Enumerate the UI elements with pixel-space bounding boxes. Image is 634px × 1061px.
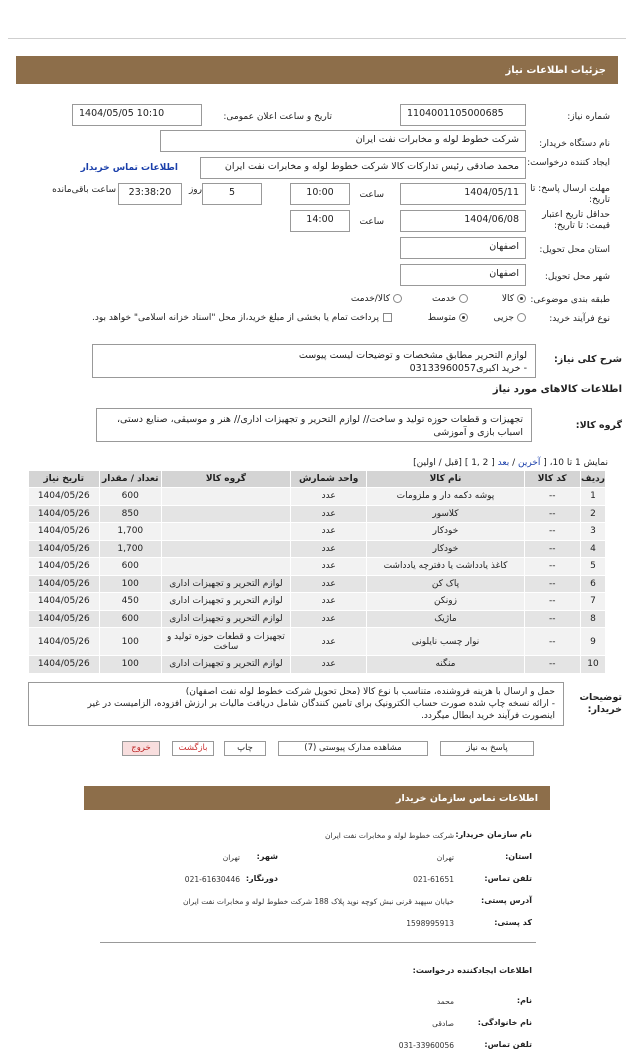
print-button[interactable]: چاپ bbox=[224, 741, 266, 756]
pagination-last[interactable]: آخرین bbox=[517, 458, 541, 468]
cell-row-number: 1 bbox=[580, 488, 605, 506]
need-number-field[interactable]: 1104001105000685 bbox=[400, 104, 526, 126]
buyer-contact-link[interactable]: اطلاعات تماس خریدار bbox=[80, 163, 178, 173]
top-divider bbox=[8, 38, 626, 39]
contact-city-label: شهر: bbox=[256, 852, 278, 861]
contact-fax-label: دورنگار: bbox=[245, 874, 278, 883]
header-date: تاریخ نیاز bbox=[29, 471, 100, 488]
cell-unit: عدد bbox=[290, 575, 367, 593]
creator-label: ایجاد کننده درخواست: bbox=[527, 158, 610, 168]
cell-name: ماژیک bbox=[367, 610, 524, 628]
creator-name-value: محمد bbox=[436, 997, 454, 1006]
cell-row-number: 9 bbox=[580, 628, 605, 656]
contact-province-label: استان: bbox=[505, 852, 532, 861]
cell-code: -- bbox=[524, 610, 580, 628]
cell-date: 1404/05/26 bbox=[29, 575, 100, 593]
summary-line-1: لوازم التحریر مطابق مشخصات و توضیحات لیست پیوست bbox=[298, 350, 527, 361]
buyer-notes-box bbox=[28, 682, 564, 726]
cell-date: 1404/05/26 bbox=[29, 488, 100, 506]
table-row bbox=[29, 593, 606, 611]
goods-group-line-1: تجهیزات و قطعات حوزه تولید و ساخت// لوازم التحریر و تجهیزات اداری// هنر و موسیقی، صنایع دستی، bbox=[116, 414, 523, 425]
reply-time-field[interactable]: 10:00 bbox=[290, 183, 350, 205]
goods-group-label: گروه کالا: bbox=[575, 420, 622, 431]
cell-group: تجهیزات و قطعات حوزه تولید و ساخت bbox=[161, 628, 290, 656]
contact-divider bbox=[100, 942, 536, 943]
category-option-goods-service[interactable]: کالا/خدمت bbox=[351, 294, 402, 304]
cell-row-number: 3 bbox=[580, 523, 605, 541]
cell-row-number: 10 bbox=[580, 656, 605, 674]
cell-row-number: 5 bbox=[580, 558, 605, 576]
cell-unit: عدد bbox=[290, 523, 367, 541]
table-row bbox=[29, 610, 606, 628]
city-field[interactable]: اصفهان bbox=[400, 264, 526, 286]
process-option-medium[interactable]: متوسط bbox=[428, 313, 468, 323]
cell-unit: عدد bbox=[290, 505, 367, 523]
cell-date: 1404/05/26 bbox=[29, 505, 100, 523]
cell-row-number: 8 bbox=[580, 610, 605, 628]
cell-group: لوازم التحریر و تجهیزات اداری bbox=[161, 593, 290, 611]
remaining-time-label: ساعت باقی‌مانده bbox=[52, 185, 116, 195]
cell-code: -- bbox=[524, 628, 580, 656]
creator-name-label: نام: bbox=[516, 996, 532, 1005]
cell-code: -- bbox=[524, 540, 580, 558]
cell-date: 1404/05/26 bbox=[29, 610, 100, 628]
category-label: طبقه بندی موضوعی: bbox=[530, 295, 610, 305]
cell-unit: عدد bbox=[290, 610, 367, 628]
table-row bbox=[29, 558, 606, 576]
cell-group bbox=[161, 523, 290, 541]
cell-group bbox=[161, 540, 290, 558]
radio-icon bbox=[459, 294, 468, 303]
cell-group bbox=[161, 558, 290, 576]
days-remaining-field[interactable]: 5 bbox=[202, 183, 262, 205]
cell-quantity: 1,700 bbox=[99, 540, 161, 558]
announce-datetime-field[interactable]: 1404/05/05 10:10 bbox=[72, 104, 202, 126]
cell-code: -- bbox=[524, 523, 580, 541]
cell-group bbox=[161, 488, 290, 506]
contact-org-value: شرکت خطوط لوله و مخابرات نفت ایران bbox=[324, 831, 454, 840]
goods-group-line-2: اسباب بازی و آموزشی bbox=[433, 427, 523, 438]
table-row bbox=[29, 488, 606, 506]
cell-name: خودکار bbox=[367, 523, 524, 541]
cell-code: -- bbox=[524, 656, 580, 674]
cell-unit: عدد bbox=[290, 628, 367, 656]
pagination: نمایش 1 تا 10، [ آخرین / بعد [ 2 ,1 ] [قبل / اولین] bbox=[413, 458, 608, 468]
buyer-notes-line-3: اینصورت فرآیند خرید ابطال میگردد. bbox=[421, 711, 555, 721]
cell-unit: عدد bbox=[290, 488, 367, 506]
cell-code: -- bbox=[524, 488, 580, 506]
cell-row-number: 7 bbox=[580, 593, 605, 611]
city-label: شهر محل تحویل: bbox=[544, 272, 610, 282]
reply-date-field[interactable]: 1404/05/11 bbox=[400, 183, 526, 205]
cell-name: نوار چسب نایلونی bbox=[367, 628, 524, 656]
radio-selected-icon bbox=[459, 313, 468, 322]
goods-info-title: اطلاعات کالاهای مورد نیاز bbox=[492, 384, 622, 395]
table-row bbox=[29, 628, 606, 656]
validity-date-field[interactable]: 1404/06/08 bbox=[400, 210, 526, 232]
cell-code: -- bbox=[524, 593, 580, 611]
need-number-label: شماره نیاز: bbox=[567, 112, 610, 122]
process-type-label: نوع فرآیند خرید: bbox=[549, 314, 610, 324]
cell-quantity: 450 bbox=[99, 593, 161, 611]
creator-family-label: نام خانوادگی: bbox=[477, 1018, 532, 1027]
creator-info-title: اطلاعات ایجادکننده درخواست: bbox=[412, 966, 532, 975]
pagination-next[interactable]: بعد bbox=[497, 458, 510, 468]
need-details-form bbox=[16, 92, 618, 339]
contact-phone-label: تلفن تماس: bbox=[484, 874, 532, 883]
header-group: گروه کالا bbox=[161, 471, 290, 488]
cell-code: -- bbox=[524, 558, 580, 576]
page-title: جزئیات اطلاعات نیاز bbox=[505, 65, 606, 76]
reply-button[interactable]: پاسخ به نیاز bbox=[440, 741, 534, 756]
reply-time-label: ساعت bbox=[359, 190, 384, 200]
contact-fax-value: 021-61630446 bbox=[184, 875, 240, 884]
cell-quantity: 600 bbox=[99, 488, 161, 506]
cell-name: خودکار bbox=[367, 540, 524, 558]
cell-name: زونکن bbox=[367, 593, 524, 611]
header-unit: واحد شمارش bbox=[290, 471, 367, 488]
goods-table bbox=[28, 470, 606, 674]
contact-postal-label: کد پستی: bbox=[494, 918, 532, 927]
cell-quantity: 1,700 bbox=[99, 523, 161, 541]
cell-quantity: 100 bbox=[99, 575, 161, 593]
cell-name: پوشه دکمه دار و ملزومات bbox=[367, 488, 524, 506]
pagination-pages[interactable]: [ 2 ,1 ] bbox=[464, 458, 495, 468]
province-label: استان محل تحویل: bbox=[539, 245, 610, 255]
creator-family-value: صادقی bbox=[432, 1019, 454, 1028]
process-option-minor[interactable]: جزیی bbox=[493, 313, 526, 323]
buyer-notes-line-2: - ارائه نسخه چاپ شده صورت حساب الکترونیک برای تامین کنندگان شامل دریافت مالیات بر ارزش افزوده، الزامیست در غیر bbox=[87, 699, 555, 709]
header-name: نام کالا bbox=[367, 471, 524, 488]
exit-button[interactable]: خروج bbox=[122, 741, 160, 756]
checkbox-icon bbox=[383, 313, 392, 322]
validity-time-label: ساعت bbox=[359, 217, 384, 227]
cell-date: 1404/05/26 bbox=[29, 523, 100, 541]
cell-name: کلاسور bbox=[367, 505, 524, 523]
cell-row-number: 6 bbox=[580, 575, 605, 593]
cell-quantity: 100 bbox=[99, 628, 161, 656]
buyer-org-field[interactable]: شرکت خطوط لوله و مخابرات نفت ایران bbox=[160, 130, 526, 152]
summary-label: شرح کلی نیاز: bbox=[553, 354, 622, 365]
cell-unit: عدد bbox=[290, 558, 367, 576]
goods-group-box bbox=[96, 408, 532, 442]
buyer-notes-line-1: حمل و ارسال با هزینه فروشنده، متناسب با نوع کالا (محل تحویل شرکت خطوط لوله نفت اصفهان) bbox=[185, 687, 555, 697]
contact-province-value: تهران bbox=[436, 853, 454, 862]
contact-title: اطلاعات تماس سازمان خریدار bbox=[395, 793, 538, 804]
contact-address-value: خیابان سپهبد قرنی نبش کوچه نوید پلاک 188 شرکت خطوط لوله و مخابرات نفت ایران bbox=[182, 897, 454, 906]
cell-quantity: 600 bbox=[99, 610, 161, 628]
cell-date: 1404/05/26 bbox=[29, 628, 100, 656]
radio-selected-icon bbox=[517, 294, 526, 303]
cell-unit: عدد bbox=[290, 540, 367, 558]
buyer-notes-label: توضیحات خریدار: bbox=[579, 692, 622, 715]
header-row-number: ردیف bbox=[580, 471, 605, 488]
cell-unit: عدد bbox=[290, 656, 367, 674]
cell-name: کاغذ یادداشت یا دفترچه یادداشت bbox=[367, 558, 524, 576]
cell-group: لوازم التحریر و تجهیزات اداری bbox=[161, 610, 290, 628]
cell-group: لوازم التحریر و تجهیزات اداری bbox=[161, 575, 290, 593]
remaining-time-field[interactable]: 23:38:20 bbox=[118, 183, 182, 205]
validity-time-field[interactable]: 14:00 bbox=[290, 210, 350, 232]
category-option-goods[interactable]: کالا bbox=[502, 294, 526, 304]
radio-icon bbox=[393, 294, 402, 303]
header-code: کد کالا bbox=[524, 471, 580, 488]
treasury-payment-checkbox[interactable]: پرداخت تمام یا بخشی از مبلغ خرید،از محل "اسناد خزانه اسلامی" خواهد بود. bbox=[92, 313, 392, 323]
cell-date: 1404/05/26 bbox=[29, 558, 100, 576]
cell-group: لوازم التحریر و تجهیزات اداری bbox=[161, 656, 290, 674]
contact-org-label: نام سازمان خریدار: bbox=[455, 830, 532, 839]
pagination-prev-first: [قبل / اولین] bbox=[413, 458, 462, 468]
cell-date: 1404/05/26 bbox=[29, 540, 100, 558]
creator-field[interactable]: محمد صادقی رئیس تدارکات کالا شرکت خطوط لوله و مخابرات نفت ایران bbox=[200, 157, 526, 179]
goods-table-body bbox=[29, 488, 606, 674]
category-option-service[interactable]: خدمت bbox=[432, 294, 468, 304]
cell-code: -- bbox=[524, 505, 580, 523]
summary-box bbox=[92, 344, 536, 378]
attachments-button[interactable]: مشاهده مدارک پیوستی (7) bbox=[278, 741, 428, 756]
page-header bbox=[16, 56, 618, 84]
cell-unit: عدد bbox=[290, 593, 367, 611]
table-row bbox=[29, 523, 606, 541]
cell-group bbox=[161, 505, 290, 523]
cell-quantity: 600 bbox=[99, 558, 161, 576]
summary-line-2: - خرید اکبری03133960057 bbox=[409, 363, 527, 374]
cell-name: منگنه bbox=[367, 656, 524, 674]
contact-address-label: آدرس پستی: bbox=[481, 896, 532, 905]
cell-date: 1404/05/26 bbox=[29, 593, 100, 611]
table-row bbox=[29, 656, 606, 674]
cell-row-number: 4 bbox=[580, 540, 605, 558]
buyer-org-label: نام دستگاه خریدار: bbox=[539, 139, 610, 149]
cell-quantity: 100 bbox=[99, 656, 161, 674]
table-header-row bbox=[29, 471, 606, 488]
back-button[interactable]: بازگشت bbox=[172, 741, 214, 756]
announce-datetime-label: تاریخ و ساعت اعلان عمومی: bbox=[223, 112, 332, 122]
pagination-showing: نمایش 1 تا 10، bbox=[549, 458, 608, 468]
reply-deadline-label: مهلت ارسال پاسخ: تا تاریخ: bbox=[530, 184, 610, 205]
creator-phone-value: 031-33960056 bbox=[398, 1041, 454, 1050]
cell-row-number: 2 bbox=[580, 505, 605, 523]
table-row bbox=[29, 540, 606, 558]
cell-code: -- bbox=[524, 575, 580, 593]
price-validity-label: حداقل تاریخ اعتبار قیمت: تا تاریخ: bbox=[542, 210, 610, 231]
contact-phone-value: 021-61651 bbox=[413, 875, 454, 884]
creator-phone-label: تلفن تماس: bbox=[484, 1040, 532, 1049]
table-row bbox=[29, 505, 606, 523]
cell-date: 1404/05/26 bbox=[29, 656, 100, 674]
contact-postal-value: 1598995913 bbox=[406, 919, 454, 928]
province-field[interactable]: اصفهان bbox=[400, 237, 526, 259]
days-label: روز bbox=[188, 185, 202, 195]
cell-name: پاک کن bbox=[367, 575, 524, 593]
header-quantity: تعداد / مقدار bbox=[99, 471, 161, 488]
contact-header bbox=[84, 786, 550, 810]
contact-city-value: تهران bbox=[222, 853, 240, 862]
table-row bbox=[29, 575, 606, 593]
radio-icon bbox=[517, 313, 526, 322]
cell-quantity: 850 bbox=[99, 505, 161, 523]
